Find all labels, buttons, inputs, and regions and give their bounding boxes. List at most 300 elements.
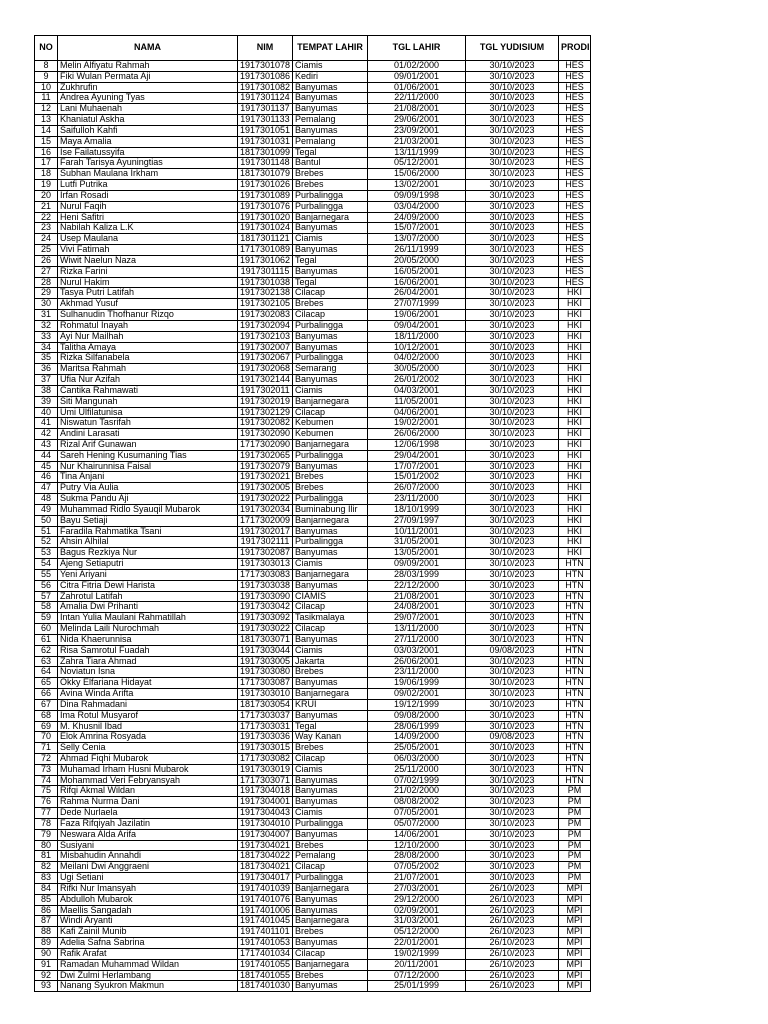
cell-no: 76: [35, 797, 58, 808]
cell-tgl-lahir: 27/03/2001: [368, 883, 466, 894]
table-row: [35, 981, 591, 992]
cell-tgl-yudisium: 30/10/2023: [466, 494, 559, 505]
cell-nim: 1917301020: [238, 212, 293, 223]
cell-nim: 1917302011: [238, 385, 293, 396]
cell-prodi: HES: [559, 158, 591, 169]
cell-prodi: HKI: [559, 310, 591, 321]
cell-tgl-yudisium: 30/10/2023: [466, 320, 559, 331]
cell-no: 17: [35, 158, 58, 169]
cell-no: 52: [35, 537, 58, 548]
cell-nim: 1917302068: [238, 364, 293, 375]
cell-nama: Rizal Arif Gunawan: [58, 439, 238, 450]
cell-prodi: HES: [559, 93, 591, 104]
cell-prodi: HTN: [559, 689, 591, 700]
cell-tgl-yudisium: 30/10/2023: [466, 125, 559, 136]
cell-no: 79: [35, 829, 58, 840]
cell-nama: Talitha Amaya: [58, 342, 238, 353]
cell-no: 75: [35, 786, 58, 797]
cell-nim: 1917301089: [238, 190, 293, 201]
cell-tgl-lahir: 24/08/2001: [368, 602, 466, 613]
cell-prodi: HKI: [559, 450, 591, 461]
cell-no: 41: [35, 418, 58, 429]
cell-tempat-lahir: Purbalingga: [293, 190, 368, 201]
cell-tgl-yudisium: 30/10/2023: [466, 526, 559, 537]
table-row: [35, 331, 591, 342]
cell-tempat-lahir: Bantul: [293, 158, 368, 169]
header-tgl-lahir: TGL LAHIR: [368, 36, 466, 61]
cell-no: 30: [35, 299, 58, 310]
cell-tgl-lahir: 26/04/2001: [368, 288, 466, 299]
cell-tgl-lahir: 09/02/2001: [368, 689, 466, 700]
cell-nim: 1917302105: [238, 299, 293, 310]
cell-tgl-lahir: 05/07/2000: [368, 818, 466, 829]
cell-nim: 1917401101: [238, 927, 293, 938]
table-row: [35, 61, 591, 72]
cell-tempat-lahir: Banyumas: [293, 938, 368, 949]
cell-tgl-lahir: 26/07/2000: [368, 483, 466, 494]
table-row: [35, 310, 591, 321]
cell-nim: 1817303071: [238, 634, 293, 645]
cell-tempat-lahir: Purbalingga: [293, 873, 368, 884]
cell-tgl-lahir: 19/02/2001: [368, 418, 466, 429]
cell-nama: Niswatun Tasrifah: [58, 418, 238, 429]
cell-nim: 1917302019: [238, 396, 293, 407]
cell-nama: Selly Cenia: [58, 743, 238, 754]
cell-tgl-lahir: 26/06/2000: [368, 429, 466, 440]
cell-tgl-lahir: 29/04/2001: [368, 450, 466, 461]
table-row: [35, 764, 591, 775]
cell-tgl-lahir: 22/12/2000: [368, 580, 466, 591]
cell-no: 88: [35, 927, 58, 938]
cell-no: 14: [35, 125, 58, 136]
cell-prodi: HES: [559, 223, 591, 234]
cell-nim: 1917304018: [238, 786, 293, 797]
cell-tgl-lahir: 15/01/2002: [368, 472, 466, 483]
cell-tgl-lahir: 08/08/2002: [368, 797, 466, 808]
cell-nim: 1917304021: [238, 840, 293, 851]
cell-prodi: MPI: [559, 981, 591, 992]
cell-tgl-yudisium: 30/10/2023: [466, 375, 559, 386]
table-row: [35, 775, 591, 786]
cell-tgl-yudisium: 09/08/2023: [466, 732, 559, 743]
cell-nim: 1717303071: [238, 775, 293, 786]
table-row: [35, 808, 591, 819]
cell-tgl-lahir: 11/05/2001: [368, 396, 466, 407]
cell-tgl-yudisium: 30/10/2023: [466, 331, 559, 342]
cell-nim: 1917301086: [238, 71, 293, 82]
cell-tgl-yudisium: 30/10/2023: [466, 764, 559, 775]
cell-prodi: HES: [559, 71, 591, 82]
cell-tgl-yudisium: 30/10/2023: [466, 515, 559, 526]
cell-nim: 1917401045: [238, 916, 293, 927]
cell-tempat-lahir: Brebes: [293, 180, 368, 191]
cell-tempat-lahir: Banyumas: [293, 548, 368, 559]
cell-tempat-lahir: Pemalang: [293, 115, 368, 126]
cell-nama: Wiwit Naelun Naza: [58, 255, 238, 266]
cell-no: 58: [35, 602, 58, 613]
cell-tgl-lahir: 27/07/1999: [368, 299, 466, 310]
cell-no: 37: [35, 375, 58, 386]
cell-nim: 1917302005: [238, 483, 293, 494]
cell-tgl-yudisium: 30/10/2023: [466, 862, 559, 873]
cell-tempat-lahir: Buminabung Ilir: [293, 504, 368, 515]
cell-tgl-yudisium: 30/10/2023: [466, 61, 559, 72]
cell-prodi: PM: [559, 818, 591, 829]
cell-prodi: HTN: [559, 667, 591, 678]
cell-nama: Maya Amalia: [58, 136, 238, 147]
cell-tgl-lahir: 20/05/2000: [368, 255, 466, 266]
cell-nim: 1717303037: [238, 710, 293, 721]
cell-no: 51: [35, 526, 58, 537]
cell-no: 29: [35, 288, 58, 299]
cell-no: 13: [35, 115, 58, 126]
cell-tgl-lahir: 31/03/2001: [368, 916, 466, 927]
cell-tgl-yudisium: 26/10/2023: [466, 883, 559, 894]
cell-tgl-lahir: 16/05/2001: [368, 266, 466, 277]
cell-no: 71: [35, 743, 58, 754]
cell-prodi: HKI: [559, 418, 591, 429]
cell-no: 93: [35, 981, 58, 992]
cell-no: 59: [35, 613, 58, 624]
table-row: [35, 818, 591, 829]
cell-no: 54: [35, 559, 58, 570]
cell-tgl-lahir: 13/02/2001: [368, 180, 466, 191]
cell-nama: Faradila Rahmatika Tsani: [58, 526, 238, 537]
cell-tgl-lahir: 04/02/2000: [368, 353, 466, 364]
table-row: [35, 905, 591, 916]
cell-tempat-lahir: Banjarnegara: [293, 916, 368, 927]
cell-tgl-lahir: 24/09/2000: [368, 212, 466, 223]
cell-no: 81: [35, 851, 58, 862]
cell-tempat-lahir: Banyumas: [293, 125, 368, 136]
cell-nama: Nanang Syukron Makmun: [58, 981, 238, 992]
cell-no: 34: [35, 342, 58, 353]
cell-no: 38: [35, 385, 58, 396]
table-row: [35, 894, 591, 905]
cell-tgl-yudisium: 26/10/2023: [466, 905, 559, 916]
cell-tempat-lahir: Purbalingga: [293, 494, 368, 505]
table-row: [35, 569, 591, 580]
cell-tgl-lahir: 26/11/1999: [368, 245, 466, 256]
cell-tempat-lahir: Banjarnegara: [293, 883, 368, 894]
cell-nama: Faza Rifqiyah Jazilatin: [58, 818, 238, 829]
cell-tempat-lahir: Banyumas: [293, 266, 368, 277]
cell-nama: Irfan Rosadi: [58, 190, 238, 201]
table-row: [35, 190, 591, 201]
cell-tgl-yudisium: 30/10/2023: [466, 223, 559, 234]
cell-nama: Muhammad Ridlo Syauqil Mubarok: [58, 504, 238, 515]
table-row: [35, 537, 591, 548]
cell-no: 44: [35, 450, 58, 461]
cell-tgl-yudisium: 30/10/2023: [466, 190, 559, 201]
cell-nama: Dina Rahmadani: [58, 699, 238, 710]
table-row: [35, 245, 591, 256]
cell-tempat-lahir: Banjarnegara: [293, 439, 368, 450]
table-row: [35, 721, 591, 732]
cell-tgl-yudisium: 30/10/2023: [466, 602, 559, 613]
cell-no: 78: [35, 818, 58, 829]
cell-nama: Akhmad Yusuf: [58, 299, 238, 310]
cell-tempat-lahir: Ciamis: [293, 234, 368, 245]
cell-nama: Neswara Alda Arifa: [58, 829, 238, 840]
cell-nama: Bagus Rezkiya Nur: [58, 548, 238, 559]
cell-prodi: PM: [559, 873, 591, 884]
cell-no: 47: [35, 483, 58, 494]
cell-tempat-lahir: Banjarnegara: [293, 212, 368, 223]
cell-nama: Vivi Fatimah: [58, 245, 238, 256]
cell-no: 57: [35, 591, 58, 602]
table-row: [35, 375, 591, 386]
cell-tgl-yudisium: 30/10/2023: [466, 840, 559, 851]
cell-tgl-yudisium: 30/10/2023: [466, 180, 559, 191]
cell-prodi: HES: [559, 82, 591, 93]
cell-nim: 1717303031: [238, 721, 293, 732]
cell-nim: 1917304017: [238, 873, 293, 884]
table-body: [35, 61, 591, 992]
cell-prodi: HKI: [559, 385, 591, 396]
cell-tempat-lahir: Banyumas: [293, 894, 368, 905]
table-row: [35, 364, 591, 375]
cell-tgl-lahir: 13/05/2001: [368, 548, 466, 559]
cell-nim: 1917301026: [238, 180, 293, 191]
cell-tgl-yudisium: 30/10/2023: [466, 504, 559, 515]
cell-tgl-lahir: 10/11/2001: [368, 526, 466, 537]
cell-nama: Rizka Silfanabela: [58, 353, 238, 364]
cell-prodi: PM: [559, 797, 591, 808]
cell-no: 45: [35, 461, 58, 472]
cell-prodi: HKI: [559, 483, 591, 494]
cell-nim: 1917303092: [238, 613, 293, 624]
cell-no: 64: [35, 667, 58, 678]
cell-prodi: HTN: [559, 656, 591, 667]
table-row: [35, 862, 591, 873]
cell-no: 28: [35, 277, 58, 288]
cell-tgl-yudisium: 30/10/2023: [466, 786, 559, 797]
cell-tgl-lahir: 05/12/2001: [368, 158, 466, 169]
cell-tgl-yudisium: 30/10/2023: [466, 721, 559, 732]
cell-nama: Dwi Zulmi Herlambang: [58, 970, 238, 981]
cell-tgl-yudisium: 30/10/2023: [466, 288, 559, 299]
cell-tempat-lahir: Cilacap: [293, 310, 368, 321]
cell-nama: Sulhanudin Thofhanur Rizqo: [58, 310, 238, 321]
cell-nim: 1917302087: [238, 548, 293, 559]
table-row: [35, 439, 591, 450]
cell-tempat-lahir: Purbalingga: [293, 353, 368, 364]
cell-nim: 1917303010: [238, 689, 293, 700]
cell-nim: 1917303038: [238, 580, 293, 591]
table-row: [35, 667, 591, 678]
table-row: [35, 429, 591, 440]
cell-nama: Sareh Hening Kusumaning Tias: [58, 450, 238, 461]
table-row: [35, 699, 591, 710]
cell-tgl-yudisium: 30/10/2023: [466, 364, 559, 375]
cell-nama: Cantika Rahmawati: [58, 385, 238, 396]
cell-no: 43: [35, 439, 58, 450]
table-row: [35, 494, 591, 505]
cell-nim: 1917302067: [238, 353, 293, 364]
cell-tempat-lahir: Brebes: [293, 927, 368, 938]
cell-tgl-lahir: 09/09/2001: [368, 559, 466, 570]
cell-nama: Umi Ulfilatunisa: [58, 407, 238, 418]
cell-nama: M. Khusnil Ibad: [58, 721, 238, 732]
cell-no: 18: [35, 169, 58, 180]
cell-nama: Ayi Nur Mailhah: [58, 331, 238, 342]
cell-nim: 1917401076: [238, 894, 293, 905]
cell-tgl-yudisium: 30/10/2023: [466, 439, 559, 450]
cell-nama: Lani Muhaenah: [58, 104, 238, 115]
cell-tgl-yudisium: 30/10/2023: [466, 580, 559, 591]
cell-tgl-lahir: 07/02/1999: [368, 775, 466, 786]
cell-tempat-lahir: Brebes: [293, 970, 368, 981]
cell-no: 85: [35, 894, 58, 905]
cell-nama: Nur Khairunnisa Faisal: [58, 461, 238, 472]
cell-nama: Ise Failatussyifa: [58, 147, 238, 158]
cell-tgl-yudisium: 30/10/2023: [466, 450, 559, 461]
cell-nama: Maritsa Rahmah: [58, 364, 238, 375]
cell-tgl-yudisium: 30/10/2023: [466, 353, 559, 364]
cell-prodi: HKI: [559, 288, 591, 299]
cell-no: 9: [35, 71, 58, 82]
cell-prodi: MPI: [559, 970, 591, 981]
cell-tempat-lahir: Ciamis: [293, 764, 368, 775]
cell-nama: Rafik Arafat: [58, 948, 238, 959]
table-row: [35, 71, 591, 82]
cell-tempat-lahir: Purbalingga: [293, 818, 368, 829]
cell-prodi: HTN: [559, 699, 591, 710]
cell-no: 87: [35, 916, 58, 927]
cell-tempat-lahir: CIAMIS: [293, 591, 368, 602]
cell-tempat-lahir: Ciamis: [293, 645, 368, 656]
cell-no: 68: [35, 710, 58, 721]
cell-prodi: HTN: [559, 569, 591, 580]
cell-nim: 1917303080: [238, 667, 293, 678]
cell-no: 55: [35, 569, 58, 580]
cell-nama: Melinda Laili Nurochmah: [58, 624, 238, 635]
table-row: [35, 624, 591, 635]
table-row: [35, 634, 591, 645]
cell-nim: 1917401053: [238, 938, 293, 949]
table-row: [35, 732, 591, 743]
cell-prodi: HTN: [559, 775, 591, 786]
cell-no: 32: [35, 320, 58, 331]
cell-tgl-lahir: 15/06/2000: [368, 169, 466, 180]
header-row: [35, 36, 591, 61]
cell-tgl-lahir: 07/12/2000: [368, 970, 466, 981]
cell-nim: 1817401055: [238, 970, 293, 981]
header-nama: NAMA: [58, 36, 238, 61]
table-row: [35, 840, 591, 851]
table-row: [35, 938, 591, 949]
student-table: [34, 35, 591, 992]
cell-nim: 1917302017: [238, 526, 293, 537]
cell-tempat-lahir: Banyumas: [293, 981, 368, 992]
cell-tempat-lahir: Banyumas: [293, 775, 368, 786]
cell-prodi: MPI: [559, 894, 591, 905]
cell-tgl-yudisium: 30/10/2023: [466, 212, 559, 223]
table-row: [35, 678, 591, 689]
cell-tgl-yudisium: 30/10/2023: [466, 310, 559, 321]
cell-prodi: MPI: [559, 927, 591, 938]
cell-no: 67: [35, 699, 58, 710]
cell-nim: 1817301079: [238, 169, 293, 180]
cell-nim: 1917303022: [238, 624, 293, 635]
cell-nim: 1917301148: [238, 158, 293, 169]
cell-tgl-yudisium: 30/10/2023: [466, 299, 559, 310]
cell-no: 49: [35, 504, 58, 515]
cell-nama: Yeni Ariyani: [58, 569, 238, 580]
cell-tgl-lahir: 29/12/2000: [368, 894, 466, 905]
cell-nim: 1917303090: [238, 591, 293, 602]
table-row: [35, 169, 591, 180]
cell-prodi: PM: [559, 862, 591, 873]
cell-tgl-yudisium: 30/10/2023: [466, 104, 559, 115]
cell-prodi: HKI: [559, 407, 591, 418]
table-row: [35, 201, 591, 212]
cell-nama: Meilani Dwi Anggraeni: [58, 862, 238, 873]
cell-nama: Muhamad Irham Husni Mubarok: [58, 764, 238, 775]
cell-tempat-lahir: Cilacap: [293, 948, 368, 959]
table-row: [35, 180, 591, 191]
cell-nama: Dede Nurlaela: [58, 808, 238, 819]
table-row: [35, 266, 591, 277]
cell-tgl-lahir: 19/06/1999: [368, 678, 466, 689]
cell-prodi: HES: [559, 255, 591, 266]
cell-tgl-yudisium: 30/10/2023: [466, 710, 559, 721]
cell-nama: Rahma Nurma Dani: [58, 797, 238, 808]
cell-nim: 1917401039: [238, 883, 293, 894]
cell-no: 12: [35, 104, 58, 115]
cell-nama: Adelia Safna Sabrina: [58, 938, 238, 949]
cell-prodi: HTN: [559, 624, 591, 635]
cell-no: 27: [35, 266, 58, 277]
table-row: [35, 353, 591, 364]
cell-prodi: HTN: [559, 764, 591, 775]
cell-nim: 1817301099: [238, 147, 293, 158]
table-row: [35, 754, 591, 765]
cell-tgl-lahir: 19/02/1999: [368, 948, 466, 959]
cell-nim: 1917302138: [238, 288, 293, 299]
cell-tgl-yudisium: 30/10/2023: [466, 797, 559, 808]
cell-tempat-lahir: Brebes: [293, 472, 368, 483]
cell-nim: 1917302129: [238, 407, 293, 418]
cell-prodi: HKI: [559, 353, 591, 364]
cell-nim: 1917303015: [238, 743, 293, 754]
cell-tgl-lahir: 21/08/2001: [368, 591, 466, 602]
table-row: [35, 873, 591, 884]
cell-nim: 1917301038: [238, 277, 293, 288]
cell-no: 15: [35, 136, 58, 147]
cell-tgl-lahir: 04/06/2001: [368, 407, 466, 418]
cell-tempat-lahir: Tasikmalaya: [293, 613, 368, 624]
table-row: [35, 743, 591, 754]
cell-tgl-yudisium: 30/10/2023: [466, 396, 559, 407]
cell-nama: Amalia Dwi Prihanti: [58, 602, 238, 613]
cell-prodi: HKI: [559, 439, 591, 450]
cell-tgl-yudisium: 30/10/2023: [466, 136, 559, 147]
cell-tgl-yudisium: 30/10/2023: [466, 613, 559, 624]
table-header: [35, 36, 591, 61]
cell-tempat-lahir: Ciamis: [293, 559, 368, 570]
table-row: [35, 158, 591, 169]
cell-nama: Okky Elfariana Hidayat: [58, 678, 238, 689]
cell-tempat-lahir: Cilacap: [293, 407, 368, 418]
table-row: [35, 234, 591, 245]
cell-prodi: HKI: [559, 472, 591, 483]
cell-tgl-lahir: 18/11/2000: [368, 331, 466, 342]
cell-no: 90: [35, 948, 58, 959]
cell-tgl-lahir: 19/06/2001: [368, 310, 466, 321]
cell-nim: 1817304021: [238, 862, 293, 873]
